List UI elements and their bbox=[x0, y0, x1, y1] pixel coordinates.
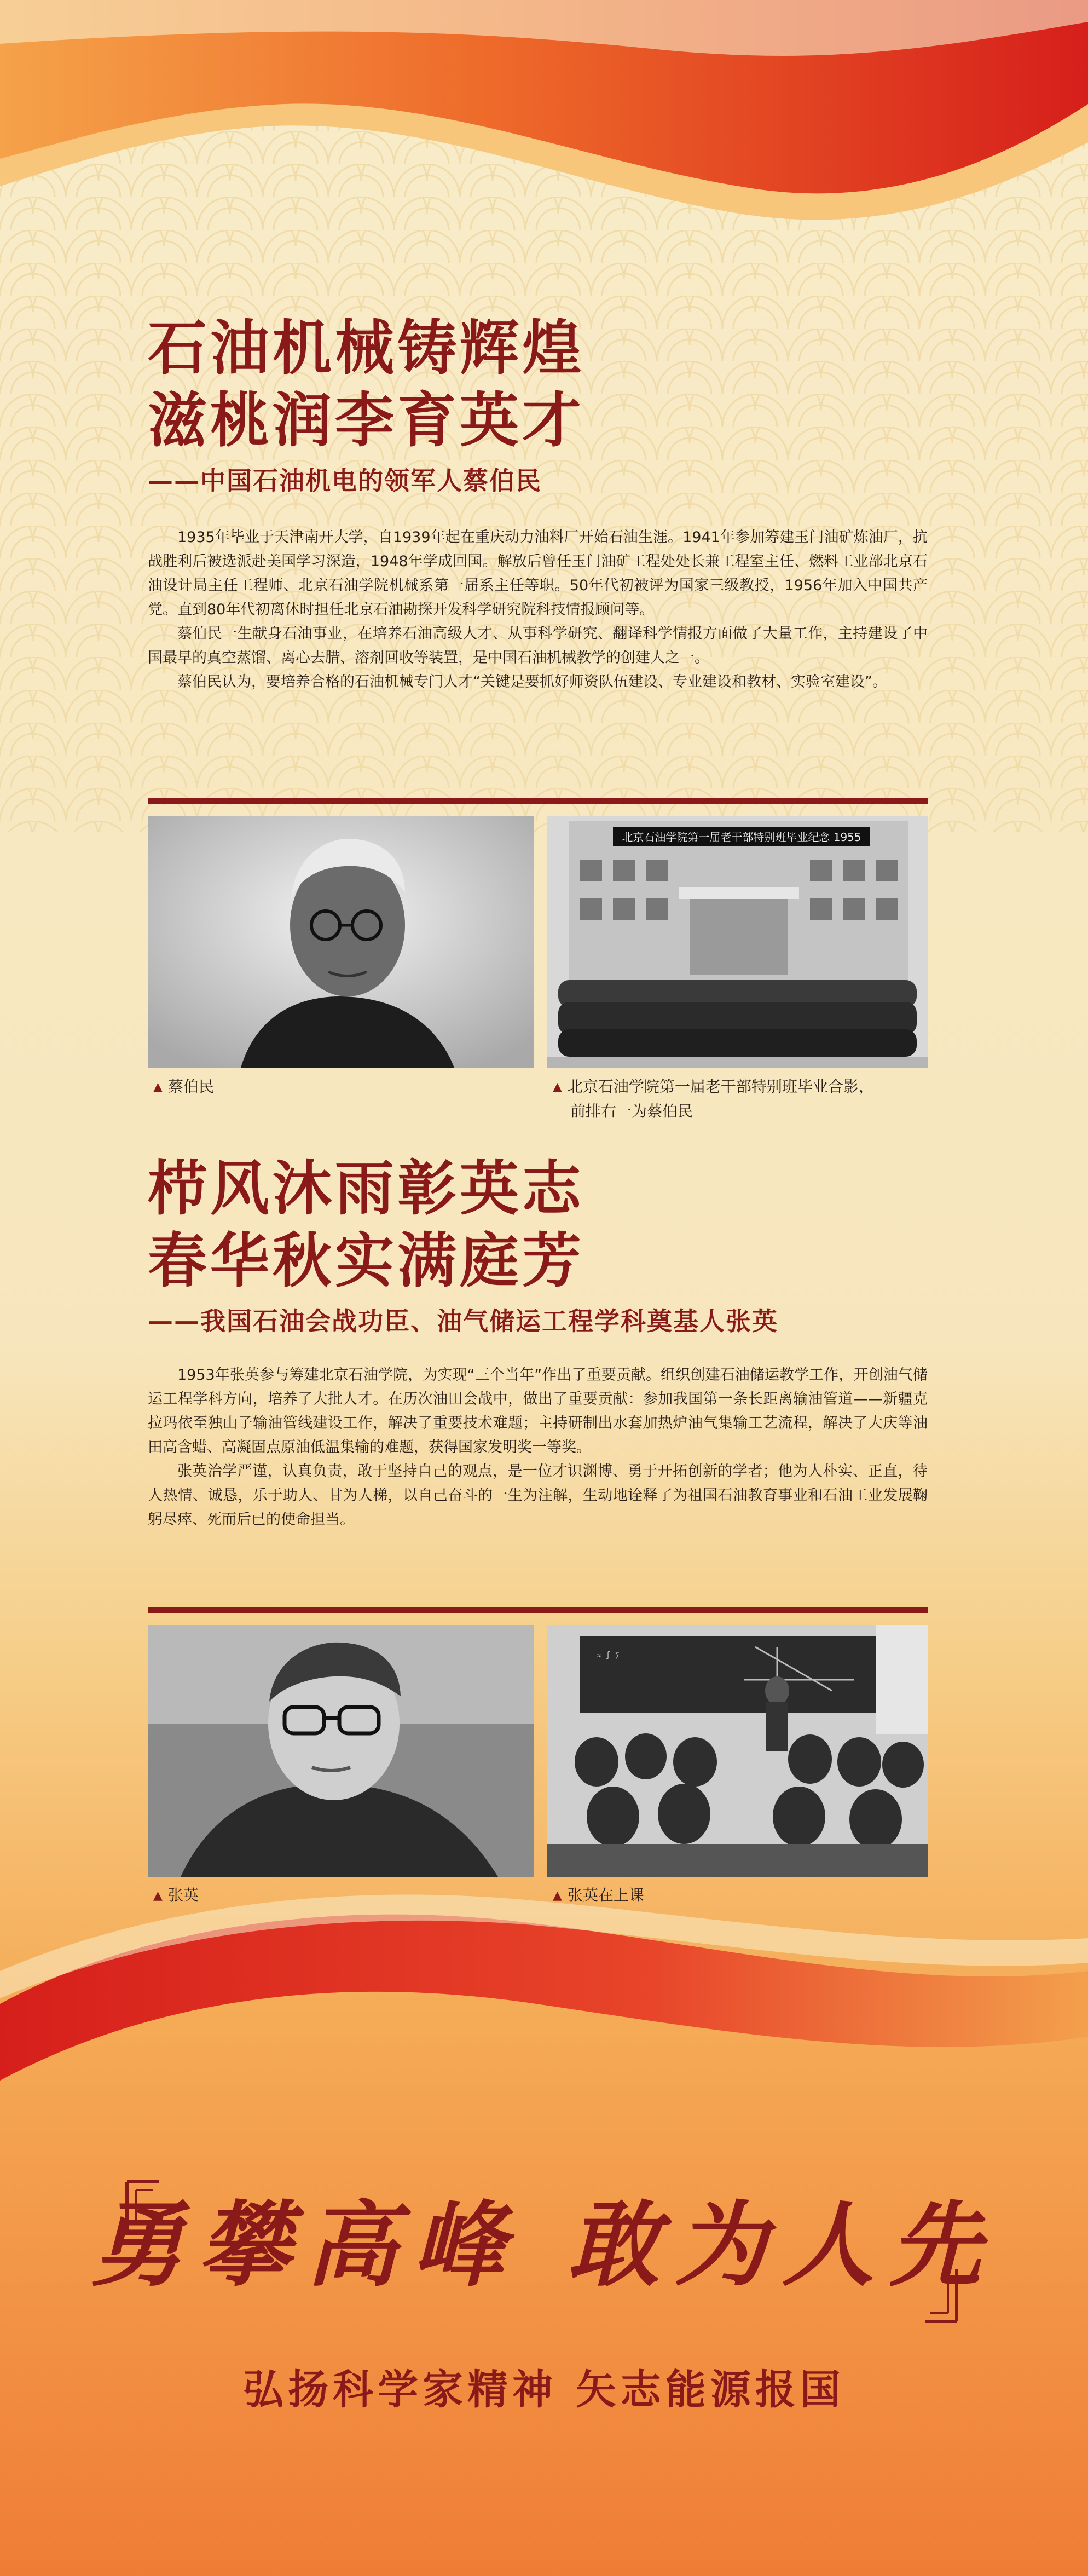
section2-paragraph-2: 张英治学严谨，认真负责，敢于坚持自己的观点，是一位才识渊博、勇于开拓创新的学者；他为人朴实、正直，待人热情、诚恳，乐于助人、甘为人梯，以自己奋斗的一生为注解，生动地诠释了为祖国石油教育事业和石油工业发展鞠躬尽瘁、死而后已的使命担当。 bbox=[148, 1463, 928, 1528]
section1-paragraph-1: 1935年毕业于天津南开大学，自1939年起在重庆动力油料厂开始石油生涯。1941年参加筹建玉门油矿炼油厂，抗战胜利后被选派赴美国学习深造，1948年学成回国。解放后曾任玉门油矿工程处处长兼工程室主任、燃料工业部北京石油设计局主任工程师、北京石油学院机械系第一届系主任等职。50年代初被评为国家三级教授，1956年加入中国共产党。直到80年代初离休时担任北京石油勘探开发科学研究院科技情报顾问等。 bbox=[148, 529, 928, 618]
svg-text:≈ ∫ ∑: ≈ ∫ ∑ bbox=[597, 1651, 620, 1660]
caption-cai-bomin bbox=[153, 1075, 214, 1099]
triangle-icon: ▲ bbox=[553, 1889, 562, 1903]
triangle-icon: ▲ bbox=[153, 1889, 163, 1903]
caption-text-line1: 北京石油学院第一届老干部特别班毕业合影， bbox=[567, 1077, 874, 1096]
motto: 弘扬科学家精神 矢志能源报国 bbox=[243, 2366, 845, 2413]
section2-title-line1: 栉风沐雨彰英志 bbox=[148, 1154, 585, 1223]
caption-text-line2: 前排右一为蔡伯民 bbox=[570, 1102, 693, 1120]
section1-paragraph-2: 蔡伯民一生献身石油事业，在培养石油高级人才、从事科学研究、翻译科学情报方面做了大量工作，主持建设了中国最早的真空蒸馏、离心去腊、溶剂回收等装置，是中国石油机械教学的创建人之一。 bbox=[148, 625, 928, 666]
caption-graduation-group bbox=[553, 1075, 874, 1123]
photo-cai-bomin-portrait bbox=[148, 816, 534, 1068]
section1-body bbox=[148, 526, 928, 694]
section-cai-bomin bbox=[148, 312, 930, 497]
section-zhang-ying bbox=[148, 1152, 930, 1338]
section1-paragraph-3: 蔡伯民认为，要培养合格的石油机械专门人才“关键是要抓好师资队伍建设、专业建设和教材、实验室建设”。 bbox=[177, 673, 887, 690]
section2-title bbox=[148, 1152, 930, 1297]
caption-text: 张英 bbox=[167, 1886, 199, 1904]
slogan-calligraphy: 勇攀高峰 敢为人先 bbox=[91, 2191, 997, 2299]
caption-zhang-ying-teaching bbox=[553, 1883, 644, 1908]
section2-paragraph-1: 1953年张英参与筹建北京石油学院，为实现“三个当年”作出了重要贡献。组织创建石油储运教学工作，开创油气储运工程学科方向，培养了大批人才。在历次油田会战中，做出了重要贡献：参加我国第一条长距离输油管道——新疆克拉玛依至独山子输油管线建设工作，解决了重要技术难题；主持研制出水套加热炉油气集输工艺流程，解决了大庆等油田高含蜡、高凝固点原油低温集输的难题，获得国家发明奖一等奖。 bbox=[148, 1367, 928, 1456]
banner-text: 北京石油学院第一届老干部特别班毕业纪念 1955 bbox=[622, 831, 861, 844]
section2-subtitle: ——我国石油会战功臣、油气储运工程学科奠基人张英 bbox=[148, 1306, 778, 1336]
caption-text: 张英在上课 bbox=[567, 1886, 644, 1904]
section1-title-line2: 滋桃润李育英才 bbox=[148, 386, 585, 455]
section1-title bbox=[148, 312, 930, 457]
section2-divider bbox=[148, 1607, 928, 1613]
caption-zhang-ying bbox=[153, 1883, 199, 1908]
photo-graduation-group bbox=[547, 816, 928, 1068]
triangle-icon: ▲ bbox=[153, 1080, 163, 1094]
section1-subtitle: ——中国石油机电的领军人蔡伯民 bbox=[148, 466, 542, 495]
section1-title-line1: 石油机械铸辉煌 bbox=[148, 314, 585, 383]
caption-text: 蔡伯民 bbox=[167, 1077, 214, 1096]
triangle-icon: ▲ bbox=[553, 1080, 562, 1094]
photo-zhang-ying-portrait bbox=[148, 1625, 534, 1877]
section2-title-line2: 春华秋实满庭芳 bbox=[148, 1226, 585, 1295]
photo-zhang-ying-teaching bbox=[547, 1625, 928, 1877]
section2-body bbox=[148, 1363, 928, 1532]
section1-divider bbox=[148, 798, 928, 804]
